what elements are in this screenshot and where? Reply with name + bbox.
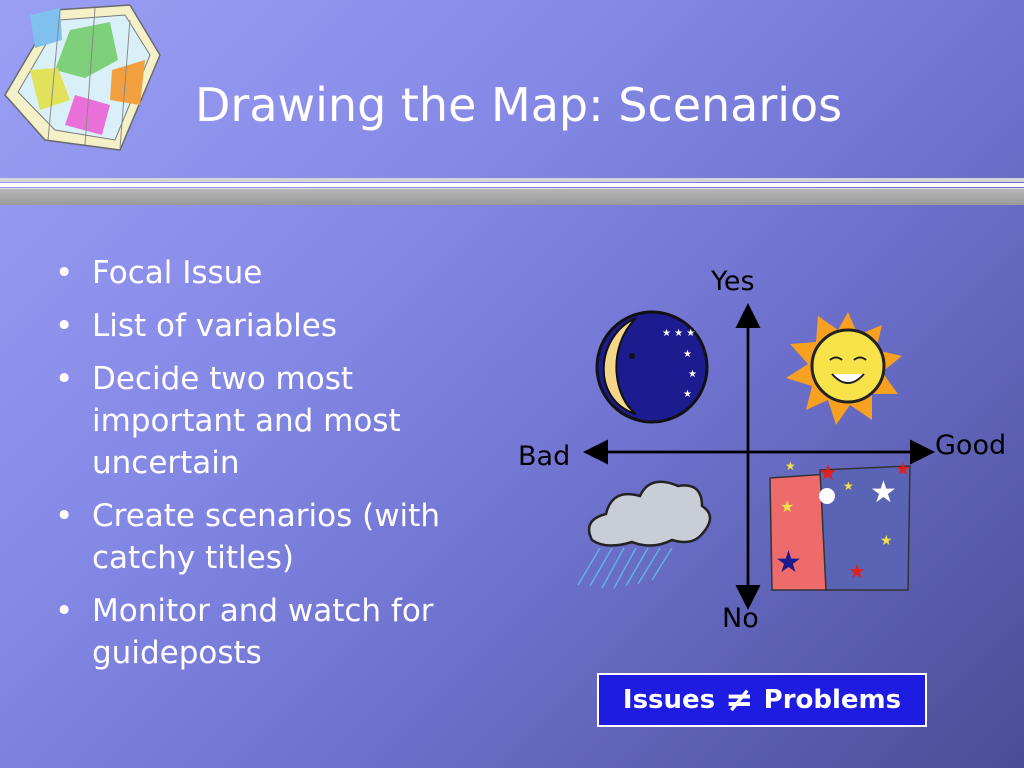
svg-text:★: ★ — [880, 533, 893, 549]
bullet-marker: • — [55, 593, 74, 629]
svg-text:★ ★ ★: ★ ★ ★ — [662, 328, 696, 339]
svg-text:★: ★ — [683, 349, 692, 360]
svg-text:★: ★ — [895, 459, 912, 480]
bullet-marker: • — [55, 255, 74, 291]
svg-text:★: ★ — [785, 459, 796, 473]
night-sky-icon — [770, 459, 911, 590]
bullet-marker: • — [55, 308, 74, 344]
svg-text:★: ★ — [780, 497, 795, 516]
svg-text:★: ★ — [775, 545, 802, 580]
svg-text:★: ★ — [683, 389, 692, 400]
bullet-text: Monitor and watch for guideposts — [92, 593, 434, 671]
svg-text:★: ★ — [843, 479, 854, 493]
bullet-marker: • — [55, 498, 74, 534]
bullet-text: Decide two most important and most uncertain — [92, 361, 401, 481]
sun-icon — [786, 312, 902, 425]
slide-title: Drawing the Map: Scenarios — [195, 78, 843, 132]
svg-text:★: ★ — [848, 559, 866, 583]
bullet-text: List of variables — [92, 308, 337, 344]
issues-callout — [597, 673, 927, 727]
callout-left-text: Issues — [622, 685, 716, 715]
axis-label-bad: Bad — [518, 441, 571, 472]
axis-label-good: Good — [935, 430, 1007, 461]
svg-text:★: ★ — [688, 369, 697, 380]
bullet-marker: • — [55, 361, 74, 397]
rain-cloud-icon — [578, 482, 710, 588]
moon-icon — [597, 312, 707, 422]
axis-label-yes: Yes — [711, 266, 755, 297]
axis-label-no: No — [722, 603, 759, 634]
bullet-text: Focal Issue — [92, 255, 263, 291]
svg-text:★: ★ — [818, 461, 838, 486]
callout-right-text: Problems — [763, 685, 902, 715]
not-equal-icon: ≠ — [725, 680, 754, 720]
bullet-text: Create scenarios (with catchy titles) — [92, 498, 440, 576]
svg-text:★: ★ — [870, 475, 897, 510]
